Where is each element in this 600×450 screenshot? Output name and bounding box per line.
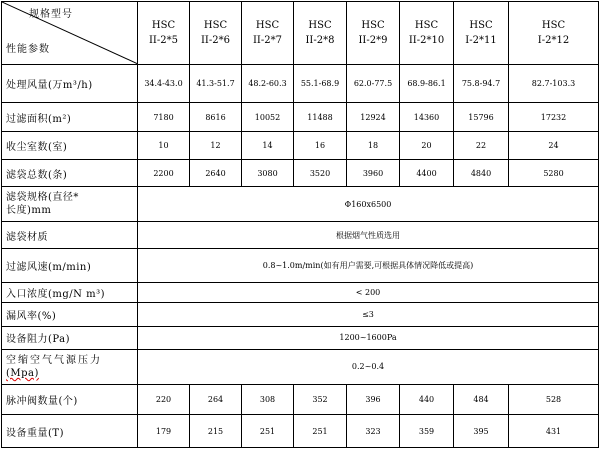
cell-value: 2200	[138, 159, 190, 186]
model-header: HSC II-2*6	[190, 2, 242, 65]
cell-value: 5280	[509, 159, 599, 186]
row-leak-rate	[2, 303, 599, 326]
cell-value: 3080	[242, 159, 294, 186]
cell-value: 10052	[242, 102, 294, 132]
cell-value: 16	[294, 132, 347, 159]
cell-value: 2640	[190, 159, 242, 186]
model-header: HSC II-2*10	[400, 2, 454, 65]
cell-value: 22	[454, 132, 509, 159]
cell-value: 4840	[454, 159, 509, 186]
cell-value: 251	[294, 415, 347, 448]
cell-value: 484	[454, 384, 509, 415]
row-label: 滤袋总数(条)	[2, 159, 138, 186]
corner-label-params: 性能参数	[6, 44, 50, 55]
row-chambers	[2, 132, 599, 159]
cell-value-merged: Φ160x6500	[138, 187, 599, 222]
cell-value: 352	[294, 384, 347, 415]
row-label: 过滤风速(m/min)	[2, 249, 138, 283]
row-label: 处理风量(万m³/h)	[2, 65, 138, 103]
row-label: 设备阻力(Pa)	[2, 326, 138, 349]
cell-value: 431	[509, 415, 599, 448]
row-airflow	[2, 65, 599, 103]
cell-value: 251	[242, 415, 294, 448]
cell-value-merged: ≤3	[138, 303, 599, 326]
row-resistance	[2, 326, 599, 349]
cell-value-merged: 根据烟气性质选用	[138, 221, 599, 248]
cell-value: 34.4-43.0	[138, 65, 190, 103]
cell-value: 3960	[347, 159, 400, 186]
row-bag-material	[2, 221, 599, 248]
cell-value: 18	[347, 132, 400, 159]
row-filter-area	[2, 102, 599, 132]
model-header: HSC II-2*7	[242, 2, 294, 65]
spec-table	[1, 1, 599, 448]
cell-value: 220	[138, 384, 190, 415]
row-bag-spec	[2, 187, 599, 222]
row-label: 脉冲阀数量(个)	[2, 384, 138, 415]
cell-value: 12924	[347, 102, 400, 132]
cell-value: 8616	[190, 102, 242, 132]
cell-value: 24	[509, 132, 599, 159]
row-label: 漏风率(%)	[2, 303, 138, 326]
cell-value: 14360	[400, 102, 454, 132]
cell-value: 3520	[294, 159, 347, 186]
cell-value: 264	[190, 384, 242, 415]
model-header: HSC I-2*12	[509, 2, 599, 65]
cell-value: 528	[509, 384, 599, 415]
cell-value: 15796	[454, 102, 509, 132]
row-label: 空缩空气气源压力 (Mpa)	[2, 350, 138, 385]
cell-value: 17232	[509, 102, 599, 132]
cell-value: 12	[190, 132, 242, 159]
cell-value: 359	[400, 415, 454, 448]
cell-value: 323	[347, 415, 400, 448]
cell-value: 11488	[294, 102, 347, 132]
row-inlet-conc	[2, 282, 599, 302]
cell-value: 41.3-51.7	[190, 65, 242, 103]
cell-value: 440	[400, 384, 454, 415]
corner-label-model: 规格型号	[29, 9, 73, 20]
row-label: 滤袋规格(直径* 长度)mm	[2, 187, 138, 222]
row-label: 滤袋材质	[2, 221, 138, 248]
row-label: 收尘室数(室)	[2, 132, 138, 159]
cell-value-merged: 0.8~1.0m/min(如有用户需要,可根据具体情况降低或提高)	[138, 249, 599, 283]
model-header: HSC I-2*11	[454, 2, 509, 65]
row-label: 设备重量(T)	[2, 415, 138, 448]
cell-value: 62.0-77.5	[347, 65, 400, 103]
cell-value: 48.2-60.3	[242, 65, 294, 103]
cell-value-merged: 1200~1600Pa	[138, 326, 599, 349]
row-filter-velocity	[2, 249, 599, 283]
cell-value: 14	[242, 132, 294, 159]
cell-value: 55.1-68.9	[294, 65, 347, 103]
cell-value: 308	[242, 384, 294, 415]
cell-value-merged: 0.2~0.4	[138, 350, 599, 385]
row-weight	[2, 415, 599, 448]
cell-value-merged: < 200	[138, 282, 599, 302]
cell-value: 396	[347, 384, 400, 415]
cell-value: 179	[138, 415, 190, 448]
row-air-source	[2, 350, 599, 385]
cell-value: 7180	[138, 102, 190, 132]
cell-value: 215	[190, 415, 242, 448]
corner-header-cell	[2, 2, 138, 65]
model-header: HSC II-2*9	[347, 2, 400, 65]
cell-value: 82.7-103.3	[509, 65, 599, 103]
cell-value: 10	[138, 132, 190, 159]
row-pulse-valves	[2, 384, 599, 415]
model-header: HSC II-2*5	[138, 2, 190, 65]
cell-value: 395	[454, 415, 509, 448]
row-label: 过滤面积(m²)	[2, 102, 138, 132]
cell-value: 4400	[400, 159, 454, 186]
cell-value: 20	[400, 132, 454, 159]
row-bag-count	[2, 159, 599, 186]
model-header: HSC II-2*8	[294, 2, 347, 65]
row-label: 入口浓度(mg/N m³)	[2, 282, 138, 302]
cell-value: 75.8-94.7	[454, 65, 509, 103]
cell-value: 68.9-86.1	[400, 65, 454, 103]
header-row	[2, 2, 599, 65]
